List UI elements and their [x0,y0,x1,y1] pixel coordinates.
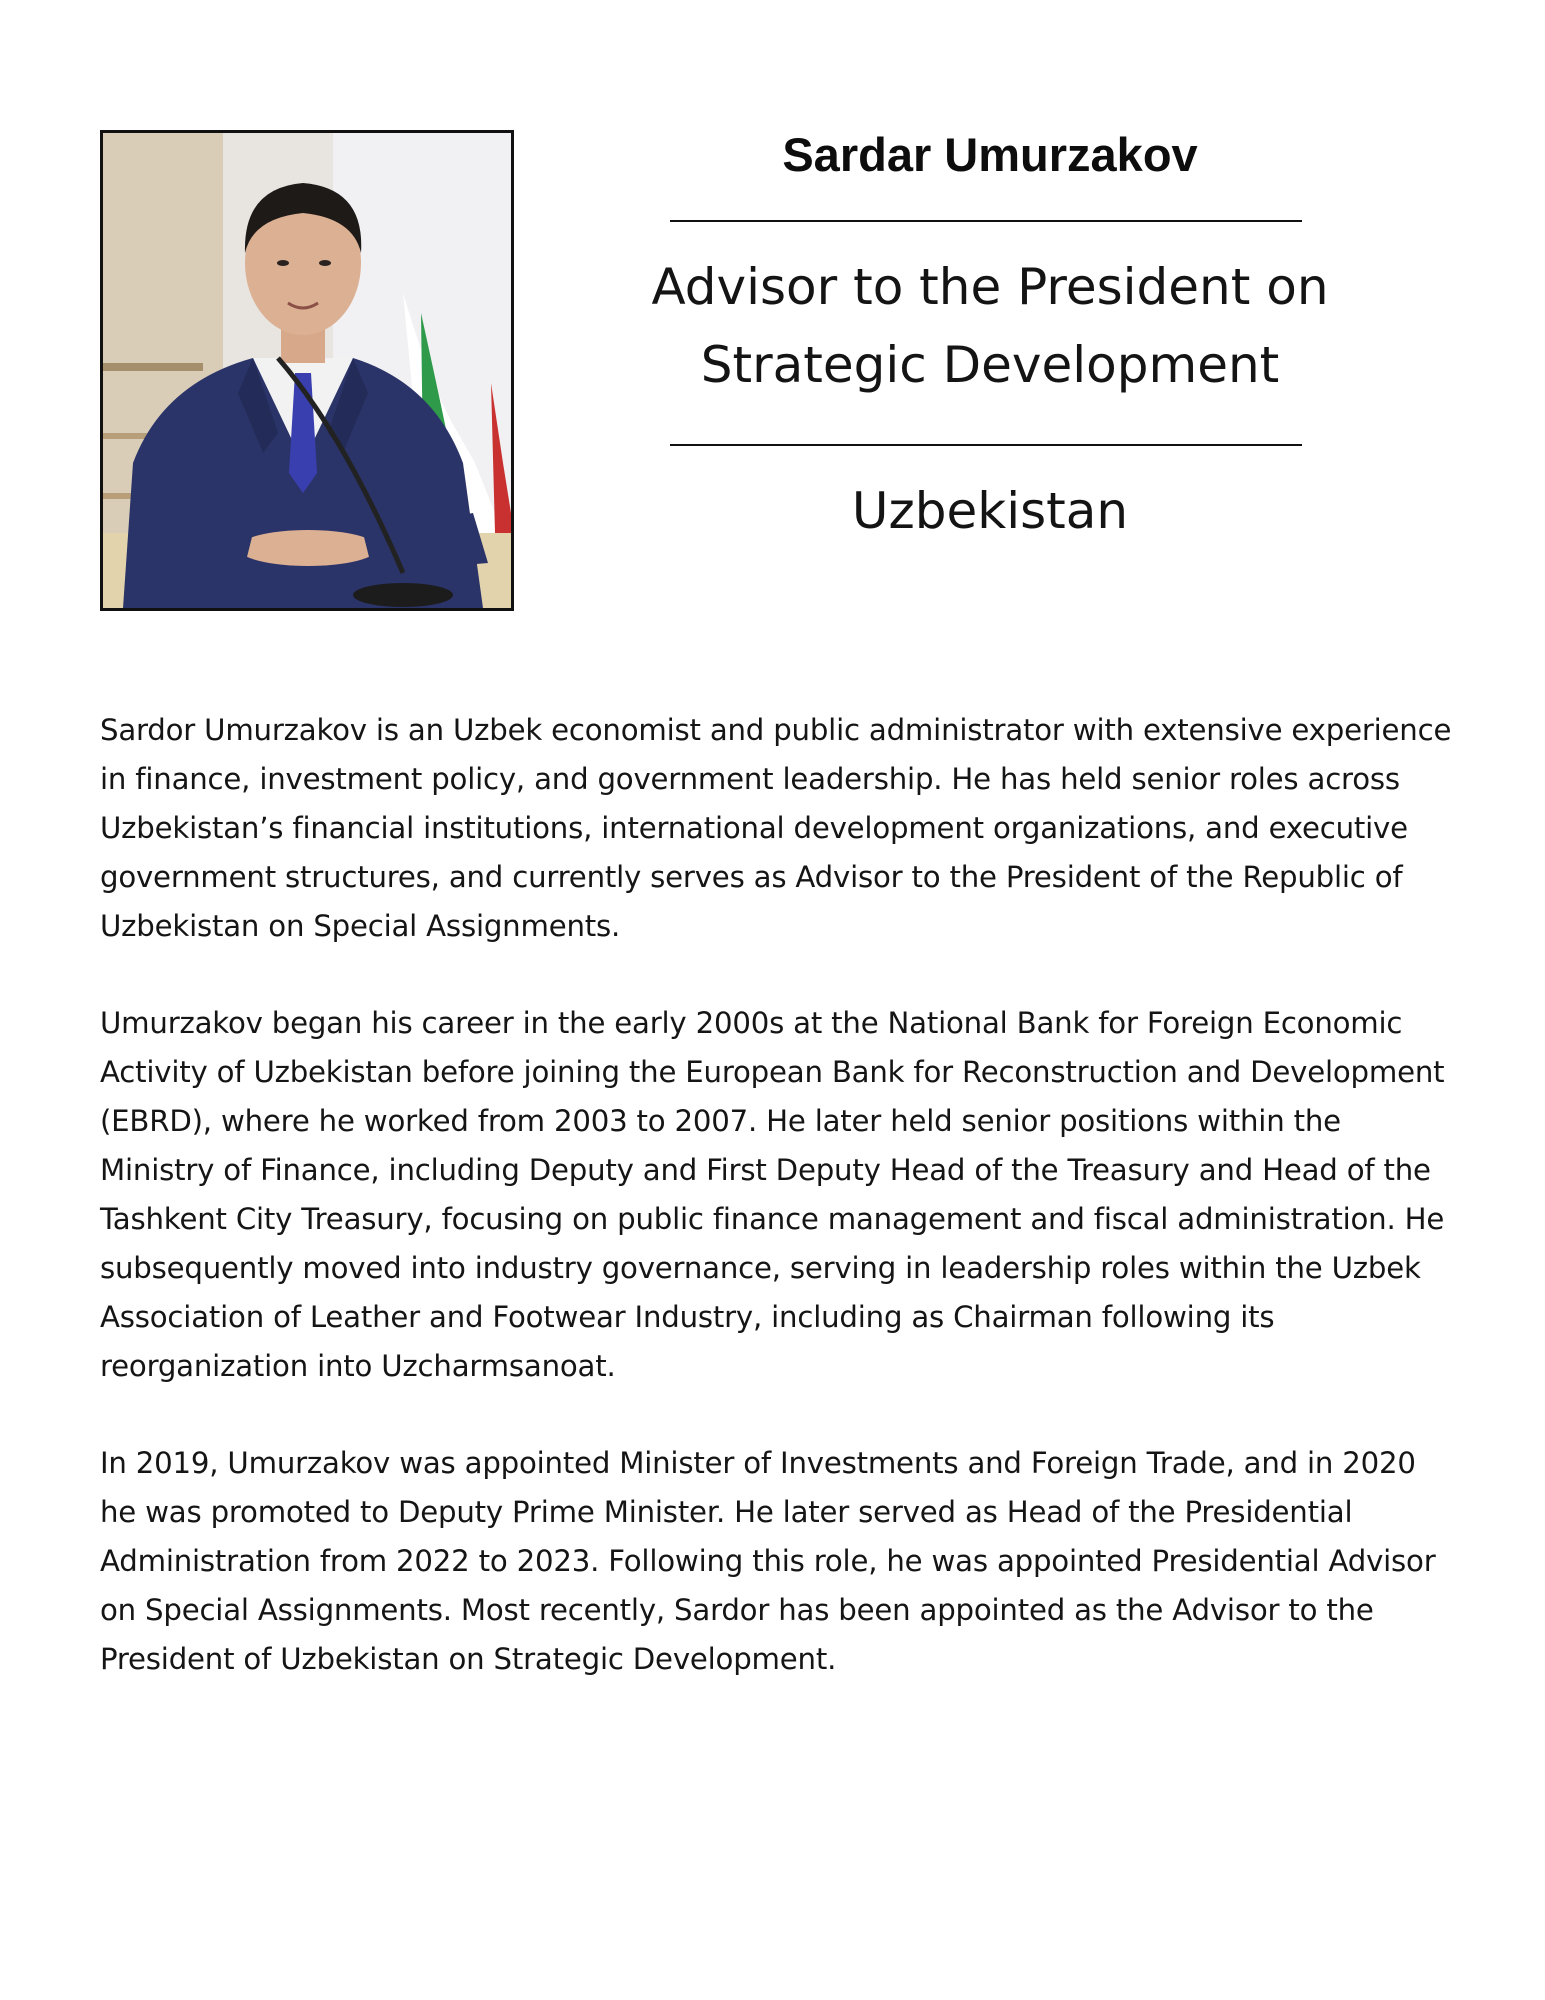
divider-top [670,220,1302,222]
divider-bottom [670,444,1302,446]
person-name: Sardar Umurzakov [782,128,1198,181]
role-title: Advisor to the President on Strategic Development [651,258,1329,394]
country-label: Uzbekistan [851,482,1129,540]
bio-paragraph: In 2019, Umurzakov was appointed Minister of Investments and Foreign Trade, and in 2020 he was promoted to Deputy Prime Minister. He later served as Head of the Presidential Administration from 2022 to 2023. Following this role, he was appointed Presidential Advisor on Special Assignments. Most recently, Sardor has been appointed as the Advisor to the President of Uzbekistan on Strategic Development. [100,1446,1436,1676]
bio-paragraph: Umurzakov began his career in the early 2000s at the National Bank for Foreign Economic Activity of Uzbekistan before joining the European Bank for Reconstruction and Development (EBRD), where he worked from 2003 to 2007. He later held senior positions within the Ministry of Finance, including Deputy and First Deputy Head of the Treasury and Head of the Tashkent City Treasury, focusing on public finance management and fiscal administration. He subsequently moved into industry governance, serving in leadership roles within the Uzbek Association of Leather and Footwear Industry, including as Chairman following its reorganization into Uzcharmsanoat. [100,1006,1445,1383]
biography [100,706,1460,1732]
portrait-illustration [103,133,511,608]
bio-paragraph: Sardor Umurzakov is an Uzbek economist and public administrator with extensive experience in finance, investment policy, and government leadership. He has held senior roles across Uzbekistan’s financial institutions, international development organizations, and executive government structures, and currently serves as Advisor to the President of the Republic of Uzbekistan on Special Assignments. [100,713,1452,943]
portrait-photo [100,130,514,611]
